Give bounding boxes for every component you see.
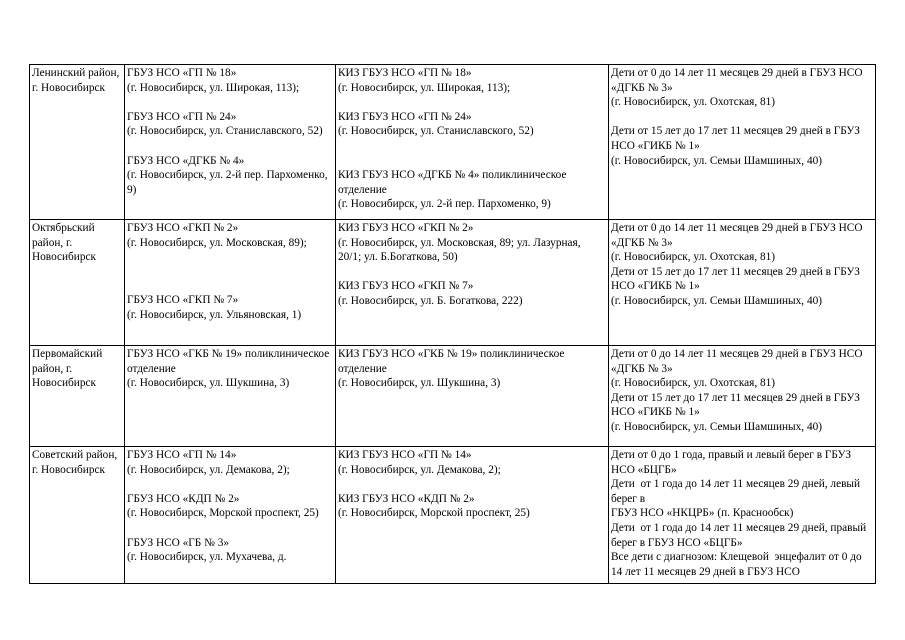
hospital-entry: ГБУЗ НСО «ГКБ № 19» поликлиническое отделение (г. Новосибирск, ул. Шукшина, 3) [127,348,330,390]
hospital-cell [125,346,336,447]
hospital-entry: ГБУЗ НСО «КДП № 2» (г. Новосибирск, Морской проспект, 25) [127,492,319,520]
kiz-entry: КИЗ ГБУЗ НСО «ДГКБ № 4» поликлиническое отделение (г. Новосибирск, ул. 2-й пер. Пархоменко, 9) [338,168,567,211]
kiz-entry: КИЗ ГБУЗ НСО «ГП № 18» (г. Новосибирск, ул. Широкая, 113); [338,67,511,94]
children-entry: Дети от 0 до 14 лет 11 месяцев 29 дней в ГБУЗ НСО «ДГКБ № 3» (г. Новосибирск, ул. Охотская, 81) Дети от 15 лет до 17 лет 11 месяцев 29 дней в ГБУЗ НСО «ГИКБ № 1» (г. Новосибирск, ул. Семьи Шамшиных, 40) [611,222,863,307]
district-name: Первомайский район, г. Новосибирск [32,348,106,390]
kiz-entry: КИЗ ГБУЗ НСО «ГКП № 2» (г. Новосибирск, ул. Московская, 89; ул. Лазурная, 20/1; ул. Б.Богаткова, 50) [338,222,581,264]
hospital-entry: ГБУЗ НСО «ГКП № 7» (г. Новосибирск, ул. Ульяновская, 1) [127,294,302,321]
table-row [30,447,876,584]
table-row [30,65,876,220]
table-row [30,220,876,346]
hospital-entry: ГБУЗ НСО «ДГКБ № 4» (г. Новосибирск, ул. 2-й пер. Пархоменко, 9) [127,154,328,196]
children-cell [609,346,876,447]
children-entry: Дети от 15 лет до 17 лет 11 месяцев 29 дней в ГБУЗ НСО «ГИКБ № 1» (г. Новосибирск, ул. Семьи Шамшиных, 40) [611,125,860,167]
hospital-entry: ГБУЗ НСО «ГКП № 2» (г. Новосибирск, ул. Московская, 89); [127,222,307,249]
kiz-cell [336,65,609,220]
children-cell [609,65,876,220]
kiz-entry: КИЗ ГБУЗ НСО «ГКП № 7» (г. Новосибирск, ул. Б. Богаткова, 222) [338,280,523,307]
children-entry: Дети от 0 до 1 года, правый и левый берег в ГБУЗ НСО «БЦГБ» Дети от 1 года до 14 лет 11 месяцев 29 дней, левый берег в ГБУЗ НСО «НКЦРБ» (п. Краснообск) Дети от 1 года до 14 лет 11 месяцев 29 дней, правый берег в ГБУЗ НСО «БЦГБ» Все дети с диагнозом: Клещевой энцефалит от 0 до 14 лет 11 месяцев 29 дней в ГБУЗ НСО [611,449,867,578]
kiz-entry: КИЗ ГБУЗ НСО «ГКБ № 19» поликлиническое отделение (г. Новосибирск, ул. Шукшина, 3) [338,348,565,390]
district-name: Советский район, г. Новосибирск [32,449,121,476]
kiz-entry: КИЗ ГБУЗ НСО «ГП № 24» (г. Новосибирск, ул. Станиславского, 52) [338,110,534,138]
hospital-entry: ГБУЗ НСО «ГП № 24» (г. Новосибирск, ул. Станиславского, 52) [127,110,323,138]
district-cell [30,220,125,346]
kiz-cell [336,447,609,584]
children-cell [609,447,876,584]
district-cell [30,447,125,584]
hospital-assignment-table [29,64,876,584]
district-cell [30,346,125,447]
hospital-entry: ГБУЗ НСО «ГП № 18» (г. Новосибирск, ул. Широкая, 113); [127,67,300,94]
hospital-cell [125,447,336,584]
kiz-cell [336,346,609,447]
children-entry: Дети от 0 до 14 лет 11 месяцев 29 дней в ГБУЗ НСО «ДГКБ № 3» (г. Новосибирск, ул. Охотская, 81) [611,67,863,109]
district-cell [30,65,125,220]
hospital-entry: ГБУЗ НСО «ГП № 14» (г. Новосибирск, ул. Демакова, 2); [127,449,290,476]
kiz-entry: КИЗ ГБУЗ НСО «КДП № 2» (г. Новосибирск, Морской проспект, 25) [338,492,530,520]
district-name: Ленинский район, г. Новосибирск [32,67,123,94]
kiz-entry: КИЗ ГБУЗ НСО «ГП № 14» (г. Новосибирск, ул. Демакова, 2); [338,449,501,476]
district-name: Октябрьский район, г. Новосибирск [32,222,98,264]
hospital-entry: ГБУЗ НСО «ГБ № 3» (г. Новосибирск, ул. Мухачева, д. [127,536,287,564]
hospital-cell [125,220,336,346]
children-entry: Дети от 0 до 14 лет 11 месяцев 29 дней в ГБУЗ НСО «ДГКБ № 3» (г. Новосибирск, ул. Охотская, 81) Дети от 15 лет до 17 лет 11 месяцев 29 дней в ГБУЗ НСО «ГИКБ № 1» (г. Новосибирск, ул. Семьи Шамшиных, 40) [611,348,863,433]
kiz-cell [336,220,609,346]
children-cell [609,220,876,346]
hospital-cell [125,65,336,220]
table-row [30,346,876,447]
